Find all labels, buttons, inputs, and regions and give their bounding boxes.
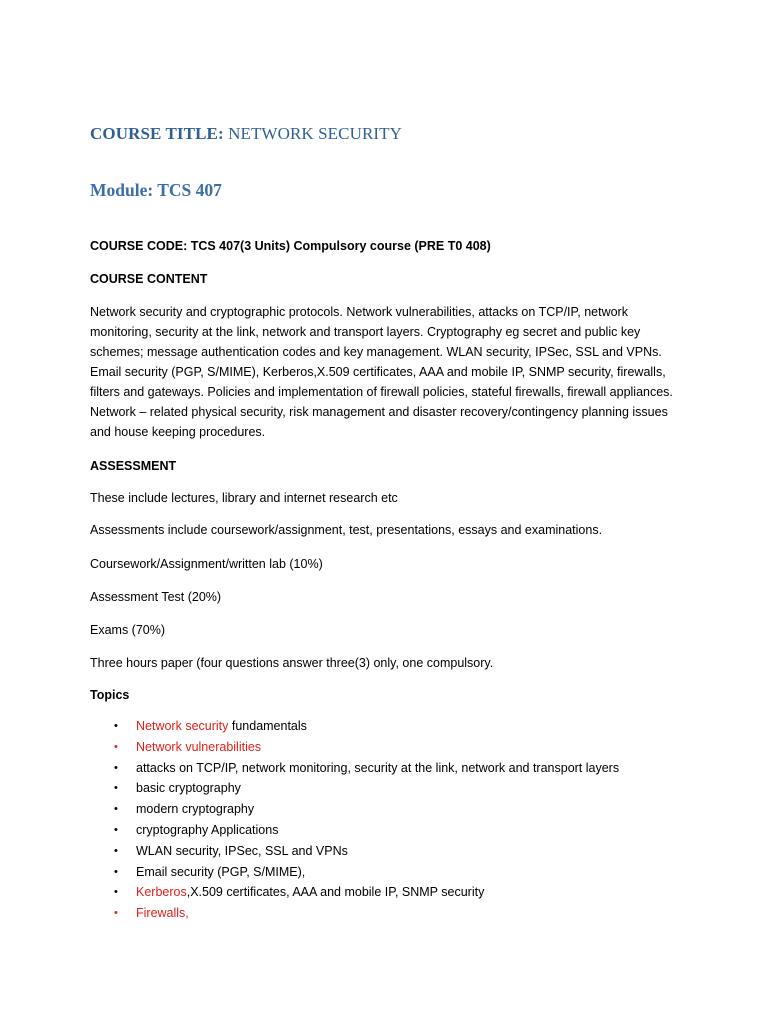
assessment-line: These include lectures, library and internet research etc — [90, 491, 398, 505]
topic-highlight: Firewalls, — [136, 906, 189, 921]
bullet-icon: • — [114, 886, 118, 899]
assessment-line: Assessments include coursework/assignment, test, presentations, essays and examinations. — [90, 523, 603, 537]
assessment-line: Assessment Test (20%) — [90, 590, 222, 604]
topic-highlight: Kerberos — [136, 885, 187, 900]
course-title-value: NETWORK SECURITY — [223, 124, 403, 143]
topic-item — [90, 778, 690, 799]
bullet-icon: • — [114, 823, 118, 836]
assessment-heading: ASSESSMENT — [90, 459, 177, 473]
topic-text: basic cryptography — [136, 781, 241, 796]
topics-list — [90, 716, 690, 924]
topic-text: WLAN security, IPSec, SSL and VPNs — [136, 843, 348, 858]
topic-item — [90, 862, 690, 883]
topic-text: fundamentals — [228, 719, 307, 733]
topic-highlight: Network security — [136, 719, 229, 733]
bullet-icon: • — [114, 761, 118, 774]
assessment-line: Exams (70%) — [90, 623, 166, 637]
bullet-icon: • — [114, 844, 118, 857]
topic-item — [90, 716, 690, 737]
assessment-line: Coursework/Assignment/written lab (10%) — [90, 557, 323, 571]
topic-highlight: Network vulnerabilities — [136, 739, 262, 754]
bullet-icon: • — [114, 740, 118, 753]
bullet-icon: • — [114, 782, 118, 795]
topic-text: modern cryptography — [136, 802, 255, 817]
topic-item — [90, 841, 690, 862]
topic-text: attacks on TCP/IP, network monitoring, security at the link, network and transport layers — [136, 760, 620, 775]
topic-text: ,X.509 certificates, AAA and mobile IP, SNMP security — [186, 885, 485, 900]
bullet-icon: • — [114, 907, 118, 920]
module-title: Module: TCS 407 — [90, 180, 222, 200]
course-title — [90, 124, 402, 144]
bullet-icon: • — [114, 720, 118, 732]
assessment-line: Three hours paper (four questions answer three(3) only, one compulsory. — [90, 656, 494, 670]
topic-text: Email security (PGP, S/MIME), — [136, 864, 306, 879]
course-code: COURSE CODE: TCS 407(3 Units) Compulsory course (PRE T0 408) — [90, 239, 491, 253]
course-content-paragraph: Network security and cryptographic protocols. Network vulnerabilities, attacks on TCP/IP, network monitoring, security at the link, network and transport layers. Cryptography eg secret and public key schemes; message authentication codes and key management. WLAN security, IPSec, SSL and VPNs. Email security (PGP, S/MIME), Kerberos,X.509 certificates, AAA and mobile IP, SNMP security, firewalls, filters and gateways. Policies and implementation of firewall policies, stateful firewalls, firewall appliances. Network – related physical security, risk management and disaster recovery/contingency planning issues and house keeping procedures. — [90, 305, 673, 439]
topic-item — [90, 820, 690, 841]
course-content-heading: COURSE CONTENT — [90, 272, 208, 286]
topic-text: cryptography Applications — [136, 822, 279, 837]
topic-item — [90, 903, 690, 924]
topic-item — [90, 737, 690, 758]
topic-item — [90, 799, 690, 820]
topics-heading: Topics — [90, 688, 130, 702]
bullet-icon: • — [114, 865, 118, 878]
bullet-icon: • — [114, 803, 118, 816]
course-title-label: COURSE TITLE: — [90, 124, 224, 143]
topic-item — [90, 758, 690, 779]
topic-item — [90, 882, 690, 903]
